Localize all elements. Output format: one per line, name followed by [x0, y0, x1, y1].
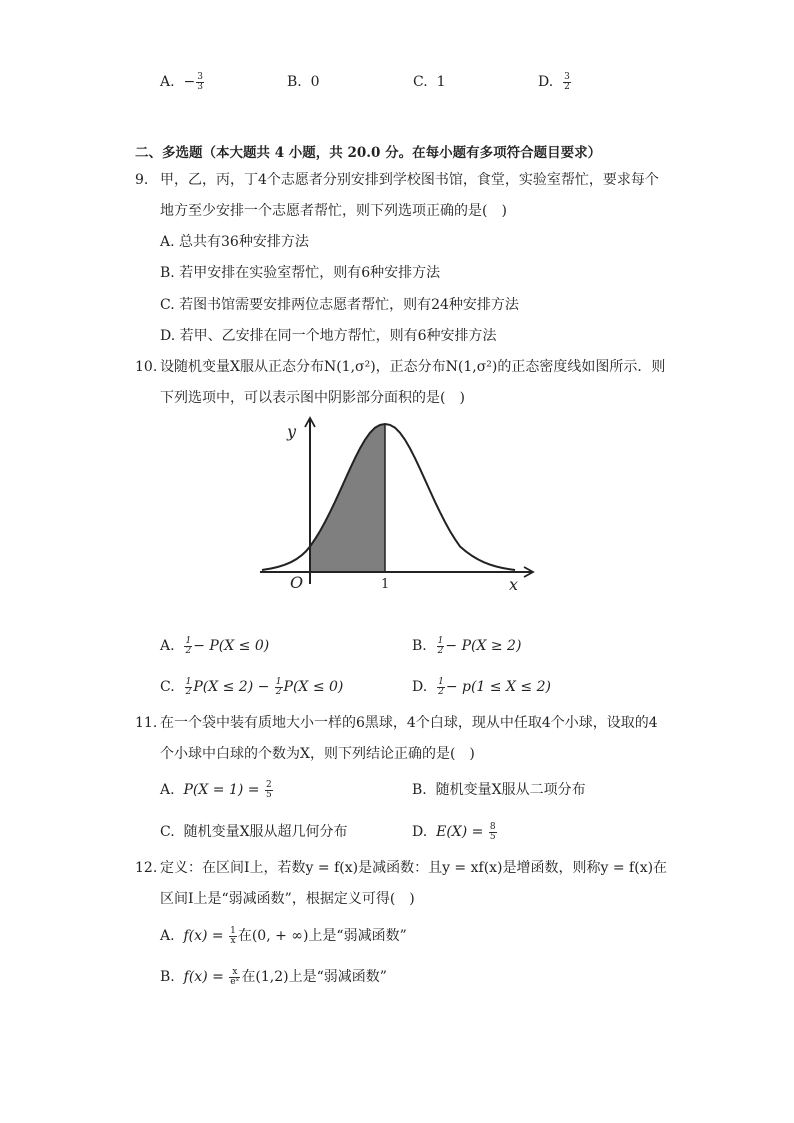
tick-label-1: 1 [381, 577, 390, 592]
q8-option-b: B. 0 [287, 74, 320, 90]
q11-option-d: D. E(X) = $\frac{8}{5}$ [412, 821, 496, 842]
q10-option-d: D. $\frac{1}{2}$ − p(1 ≤ X ≤ 2) [412, 676, 551, 697]
q9-option-c: C. 若图书馆需要安排两位志愿者帮忙，则有24种安排方法 [160, 297, 519, 313]
q8-option-c: C. 1 [413, 74, 446, 90]
section-2-header: 二、多选题（本大题共 4 小题，共 20.0 分。在每小题有多项符合题目要求） [135, 145, 602, 161]
q12-option-a: A. f(x) = $\frac{1}{x}$ 在(0, + ∞)上是“弱减函数” [160, 925, 407, 946]
q11-stem-line1: 在一个袋中装有质地大小一样的6黑球，4个白球，现从中任取4个小球，设取的4 [160, 715, 658, 731]
q10-option-b: B. $\frac{1}{2}$ − P(X ≥ 2) [412, 635, 522, 656]
q11-option-b: B. 随机变量X服从二项分布 [412, 782, 586, 798]
density-curve [262, 424, 515, 570]
q10-stem-line1: 设随机变量X服从正态分布N(1,σ²)，正态分布N(1,σ²)的正态密度线如图所示．则 [160, 359, 666, 375]
q11-number: 11. [135, 715, 158, 731]
q9-option-a: A. 总共有36种安排方法 [160, 234, 309, 250]
q11-option-a: A. P(X = 1) = $\frac{2}{5}$ [160, 779, 272, 800]
normal-curve-figure [250, 412, 550, 602]
q12-number: 12. [135, 860, 158, 876]
q12-stem-line2: 区间I上是“弱减函数”，根据定义可得( ) [160, 891, 415, 907]
q8-option-a: A. − $\frac{3}{3}$ [160, 71, 203, 92]
q9-option-d: D. 若甲、乙安排在同一个地方帮忙，则有6种安排方法 [160, 328, 497, 344]
q11-stem-line2: 个小球中白球的个数为X，则下列结论正确的是( ) [160, 746, 475, 762]
x-axis-label: x [509, 575, 519, 594]
q10-stem-line2: 下列选项中，可以表示图中阴影部分面积的是( ) [160, 390, 465, 406]
q10-option-c: C. $\frac{1}{2}$ P(X ≤ 2) − $\frac{1}{2}$ P(X ≤ 0) [160, 676, 344, 697]
y-axis-label: y [287, 422, 297, 441]
q10-number: 10. [135, 359, 158, 375]
q9-number: 9. [135, 172, 149, 188]
q8-option-d: D. $\frac{3}{2}$ [538, 71, 570, 92]
q9-option-b: B. 若甲安排在实验室帮忙，则有6种安排方法 [160, 265, 441, 281]
q9-stem-line1: 甲，乙，丙，丁4个志愿者分别安排到学校图书馆，食堂，实验室帮忙，要求每个 [160, 172, 659, 188]
q11-option-c: C. 随机变量X服从超几何分布 [160, 824, 348, 840]
origin-label: O [290, 573, 304, 592]
q9-stem-line2: 地方至少安排一个志愿者帮忙，则下列选项正确的是( ) [160, 203, 507, 219]
q12-stem-line1: 定义：在区间I上，若数y = f(x)是减函数：且y = xf(x)是增函数，则称y = f(x)在 [160, 860, 668, 876]
q10-option-a: A. $\frac{1}{2}$ − P(X ≤ 0) [160, 635, 270, 656]
shaded-region [310, 424, 385, 572]
q12-option-b: B. f(x) = $\frac{x}{\text{eˣ}}$ 在(1,2)上是“弱减函数” [160, 966, 387, 987]
